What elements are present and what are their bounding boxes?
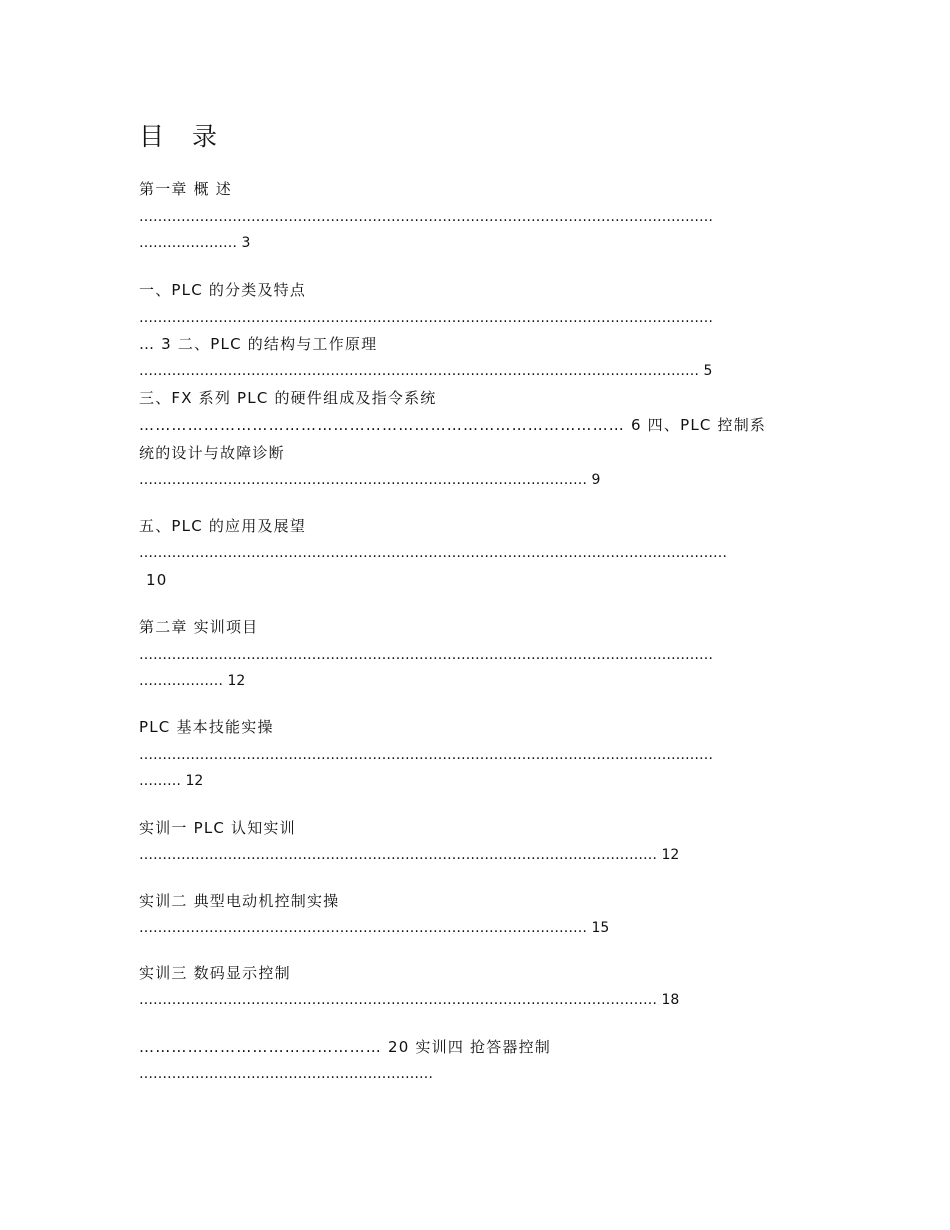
toc-line-training-2: 实训二 典型电动机控制实操: [139, 892, 340, 910]
toc-line-chapter-1: 第一章 概 述: [139, 180, 232, 198]
toc-line-dots: ……………………………………………………………………………………………………………: [139, 310, 713, 326]
toc-line-training-1: 实训一 PLC 认知实训: [139, 819, 296, 837]
toc-line-section-2: … 3 二、PLC 的结构与工作原理: [139, 335, 378, 353]
toc-line-dots: ………………………………………………………………………………………………………………: [139, 545, 727, 561]
toc-line-dots: ………………………………………………………: [139, 1066, 433, 1082]
toc-line-dots: ……………………………………………………………………………………………………………: [139, 209, 713, 225]
toc-line-dots: ……………………………………………………………………………………………………………: [139, 747, 713, 763]
toc-line-training-3: 实训三 数码显示控制: [139, 964, 291, 982]
toc-line-section-1: 一、PLC 的分类及特点: [139, 281, 307, 299]
toc-line-dots-page: ……………… 12: [139, 673, 246, 689]
toc-line-section-4-cont: 统的设计与故障诊断: [139, 444, 285, 462]
toc-line-dots-page: …………………………………………………………………………………… 9: [139, 472, 601, 488]
toc-line-basic-skills: PLC 基本技能实操: [139, 718, 274, 736]
toc-line-training-4: ……………………………………… 20 实训四 抢答器控制: [139, 1038, 551, 1056]
toc-line-dots-page: ………………… 3: [139, 235, 251, 251]
toc-line-dots-page: ……… 12: [139, 773, 204, 789]
toc-line-section-4: ……………………………………………………………………………… 6 四、PLC 控制系: [139, 416, 767, 434]
toc-line-section-3: 三、FX 系列 PLC 的硬件组成及指令系统: [139, 389, 437, 407]
toc-line-dots-page: ………………………………………………………………………………………………………… 5: [139, 363, 713, 379]
toc-line-page: 10: [146, 571, 168, 589]
toc-line-chapter-2: 第二章 实训项目: [139, 618, 259, 636]
toc-line-dots: ……………………………………………………………………………………………………………: [139, 647, 713, 663]
toc-title: 目 录: [139, 122, 227, 151]
toc-line-section-5: 五、PLC 的应用及展望: [139, 517, 307, 535]
toc-line-dots-page: ………………………………………………………………………………………………… 12: [139, 847, 680, 863]
toc-line-dots-page: ………………………………………………………………………………………………… 18: [139, 992, 680, 1008]
toc-line-dots-page: …………………………………………………………………………………… 15: [139, 920, 610, 936]
